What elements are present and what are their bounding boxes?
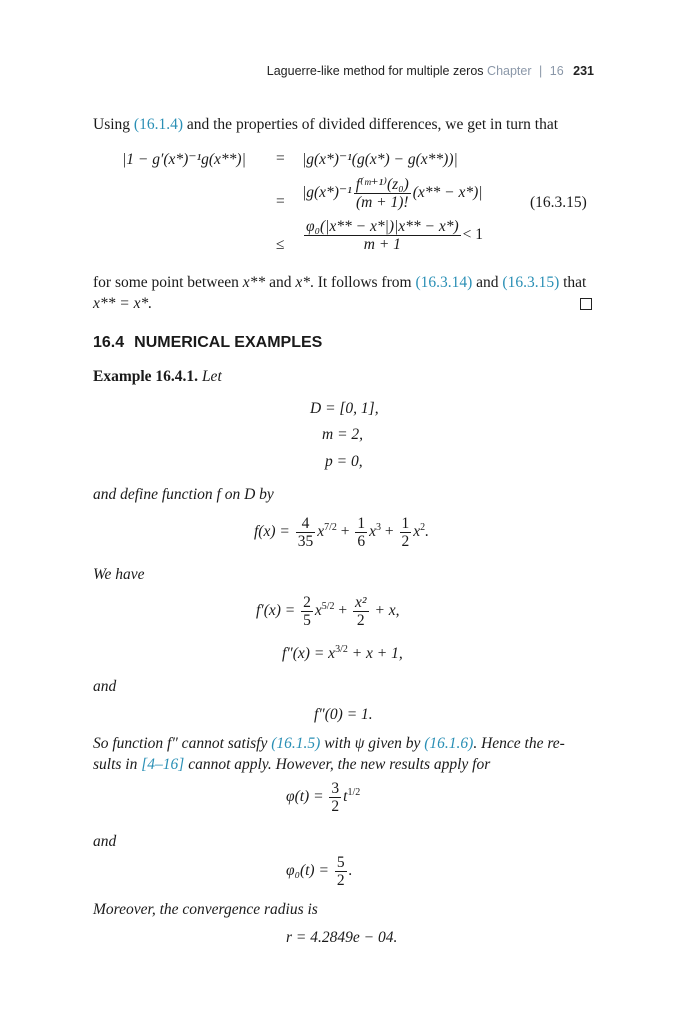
eq-row3-fraction (304, 218, 461, 253)
section-number: 16.4 (93, 334, 125, 351)
f-coef1-num: 4 (296, 515, 316, 533)
example-label: Example 16.4.1. (93, 368, 199, 385)
f-lhs: f(x) = (254, 523, 290, 541)
so-text4: sults in (93, 756, 138, 773)
intro-text-after: and the properties of divided differences, we get in turn that (186, 116, 559, 133)
eq-f: f(x) = $\frac{4}{35}$ $x^{7/2}$ + $\frac{1}{6}$ $x^3$ + $\frac{1}{2}$ $x^2$. (254, 515, 430, 550)
eq-row2-num: f⁽ᵐ⁺¹⁾(z₀) (355, 176, 409, 193)
f-coef1-den: 35 (297, 533, 314, 550)
phi-num: 3 (331, 780, 340, 797)
conclusion-text5: that (563, 274, 587, 291)
eq-row1-lhs: |1 − g′(x*)⁻¹g(x**)| (122, 151, 246, 168)
fprime-lhs: f′(x) = (256, 602, 296, 620)
section-title: NUMERICAL EXAMPLES (134, 334, 323, 351)
ref-4-16[interactable]: [4–16] (141, 756, 185, 773)
phi0-end: . (348, 862, 353, 880)
eq-row3-suffix: < 1 (462, 226, 484, 244)
phi-exp-den: 2 (355, 786, 361, 798)
eq-row2 (302, 176, 483, 211)
we-have-text: We have (93, 566, 145, 583)
phi0-frac (335, 854, 347, 889)
moreover-text: Moreover, the convergence radius is (93, 901, 318, 918)
fdp-exp-den: 2 (342, 644, 348, 655)
eq-radius: r = 4.2849e − 04. (286, 929, 398, 946)
intro-paragraph (93, 114, 597, 135)
so-text3: . Hence the re- (473, 735, 565, 752)
fprime-term2-num: x² (355, 594, 367, 611)
running-title: Laguerre-like method for multiple zeros (266, 64, 484, 78)
fdp-lhs: f″(x) = x (282, 645, 336, 663)
f-plus1: + (340, 523, 350, 541)
def-domain: D = [0, 1], (310, 400, 379, 417)
phi-den: 2 (331, 798, 340, 815)
eq-row3-den: m + 1 (363, 236, 401, 253)
eq-fdp-zero: f″(0) = 1. (314, 706, 373, 723)
f-end: . (425, 523, 430, 541)
f-coef3-den: 2 (401, 533, 410, 550)
so-text1: So function f″ cannot satisfy (93, 735, 268, 752)
equation-tag: (16.3.15) (530, 194, 587, 211)
chapter-number: 16 (549, 64, 564, 78)
chapter-label: Chapter (487, 64, 532, 78)
fprime-term2-den: 2 (356, 612, 365, 629)
var-xss: x** (242, 274, 266, 291)
def-m: m = 2, (322, 426, 364, 443)
phi-exp-num: 1 (347, 786, 353, 798)
so-paragraph (93, 733, 597, 775)
conclusion-text1: for some point between (93, 274, 239, 291)
define-text-content: and define function f on D by (93, 486, 274, 503)
example-heading (93, 366, 597, 387)
so-text2: with ψ given by (324, 735, 421, 752)
conclusion-paragraph (93, 272, 597, 314)
qed-box-icon (580, 298, 592, 310)
and-1-text: and (93, 678, 117, 695)
f-coef2 (355, 515, 367, 550)
def-p: p = 0, (325, 453, 363, 470)
eq-row3 (302, 218, 483, 253)
ref-16-1-5[interactable]: (16.1.5) (271, 735, 321, 752)
f-term1-exp-den: 2 (331, 521, 337, 533)
f-coef3 (400, 515, 412, 550)
fprime-coef1-num: 2 (303, 594, 311, 611)
f-term2-base: x (369, 523, 377, 541)
eq-row3-num: φ₀(|x** − x*|)|x** − x*) (306, 218, 459, 235)
so-text5: cannot apply. However, the new results apply for (188, 756, 491, 773)
f-term1-base: x (317, 523, 325, 541)
fdp-exp-num: 3 (335, 644, 341, 655)
eq-phi: φ(t) = $\frac{3}{2}$ $t^{1/2}$ (286, 780, 361, 815)
fdp-end: + x + 1, (351, 645, 403, 663)
phi0-num: 5 (336, 854, 345, 871)
f-term2-exp: 3 (376, 521, 382, 533)
f-term3-exp: 2 (420, 521, 426, 533)
section-heading (93, 334, 332, 352)
conclusion-final: x** = x*. (93, 295, 153, 312)
eq-fprime: f′(x) = $\frac{2}{5}$ $x^{5/2}$ + $\frac{\text{x²}}{2}$ + x, (256, 594, 400, 629)
eq-row3-rel: ≤ (276, 236, 285, 253)
fprime-coef1 (301, 594, 313, 629)
fprime-coef1-den: 5 (303, 612, 311, 629)
ref-16-1-4[interactable]: (16.1.4) (133, 116, 183, 133)
eq-row1-rel: = (276, 150, 285, 167)
example-let: Let (201, 368, 222, 385)
fprime-exp-den: 2 (329, 600, 335, 612)
eq-row1-rhs: |g(x*)⁻¹(g(x*) − g(x**))| (302, 151, 458, 168)
f-plus2: + (384, 523, 394, 541)
f-term3-base: x (413, 523, 421, 541)
eq-row2-prefix: |g(x*)⁻¹ (302, 184, 352, 202)
f-coef3-num: 1 (401, 515, 410, 532)
eq-phi0 (286, 854, 352, 889)
define-text (93, 484, 597, 505)
f-coef2-num: 1 (357, 515, 366, 532)
conclusion-text2: and (269, 274, 292, 291)
and-2-text: and (93, 833, 117, 850)
f-term1-exp-num: 7 (324, 521, 330, 533)
f-coef1 (296, 515, 316, 550)
ref-16-3-14[interactable]: (16.3.14) (415, 274, 473, 291)
eq-row2-fraction (354, 176, 411, 211)
ref-16-3-15[interactable]: (16.3.15) (502, 274, 560, 291)
phi0-lhs: φ₀(t) = (286, 862, 329, 880)
conclusion-text4: and (476, 274, 499, 291)
header-separator: | (539, 64, 543, 78)
we-have (93, 564, 597, 585)
moreover (93, 899, 597, 920)
and-1 (93, 676, 597, 697)
fprime-end: + x, (374, 602, 400, 620)
page-number: 231 (573, 64, 594, 78)
phi-t: t (343, 788, 348, 806)
phi0-den: 2 (336, 872, 345, 889)
eq-row2-suffix: (x** − x*)| (412, 184, 483, 202)
var-xs: x* (295, 274, 310, 291)
phi-lhs: φ(t) = (286, 788, 324, 806)
and-2 (93, 831, 597, 852)
phi-coef (329, 780, 341, 815)
eq-row2-rel: = (276, 193, 285, 210)
running-header (267, 64, 594, 78)
conclusion-text3: . It follows from (309, 274, 412, 291)
eq-row2-den: (m + 1)! (355, 194, 409, 211)
fprime-exp-num: 5 (321, 600, 327, 612)
f-coef2-den: 6 (357, 533, 366, 550)
eq-fdoubleprime: $f''(x) = x^{3/2} + x + 1$, (282, 644, 403, 663)
ref-16-1-6[interactable]: (16.1.6) (424, 735, 474, 752)
fprime-term2 (353, 594, 369, 629)
intro-text: Using (93, 116, 131, 133)
